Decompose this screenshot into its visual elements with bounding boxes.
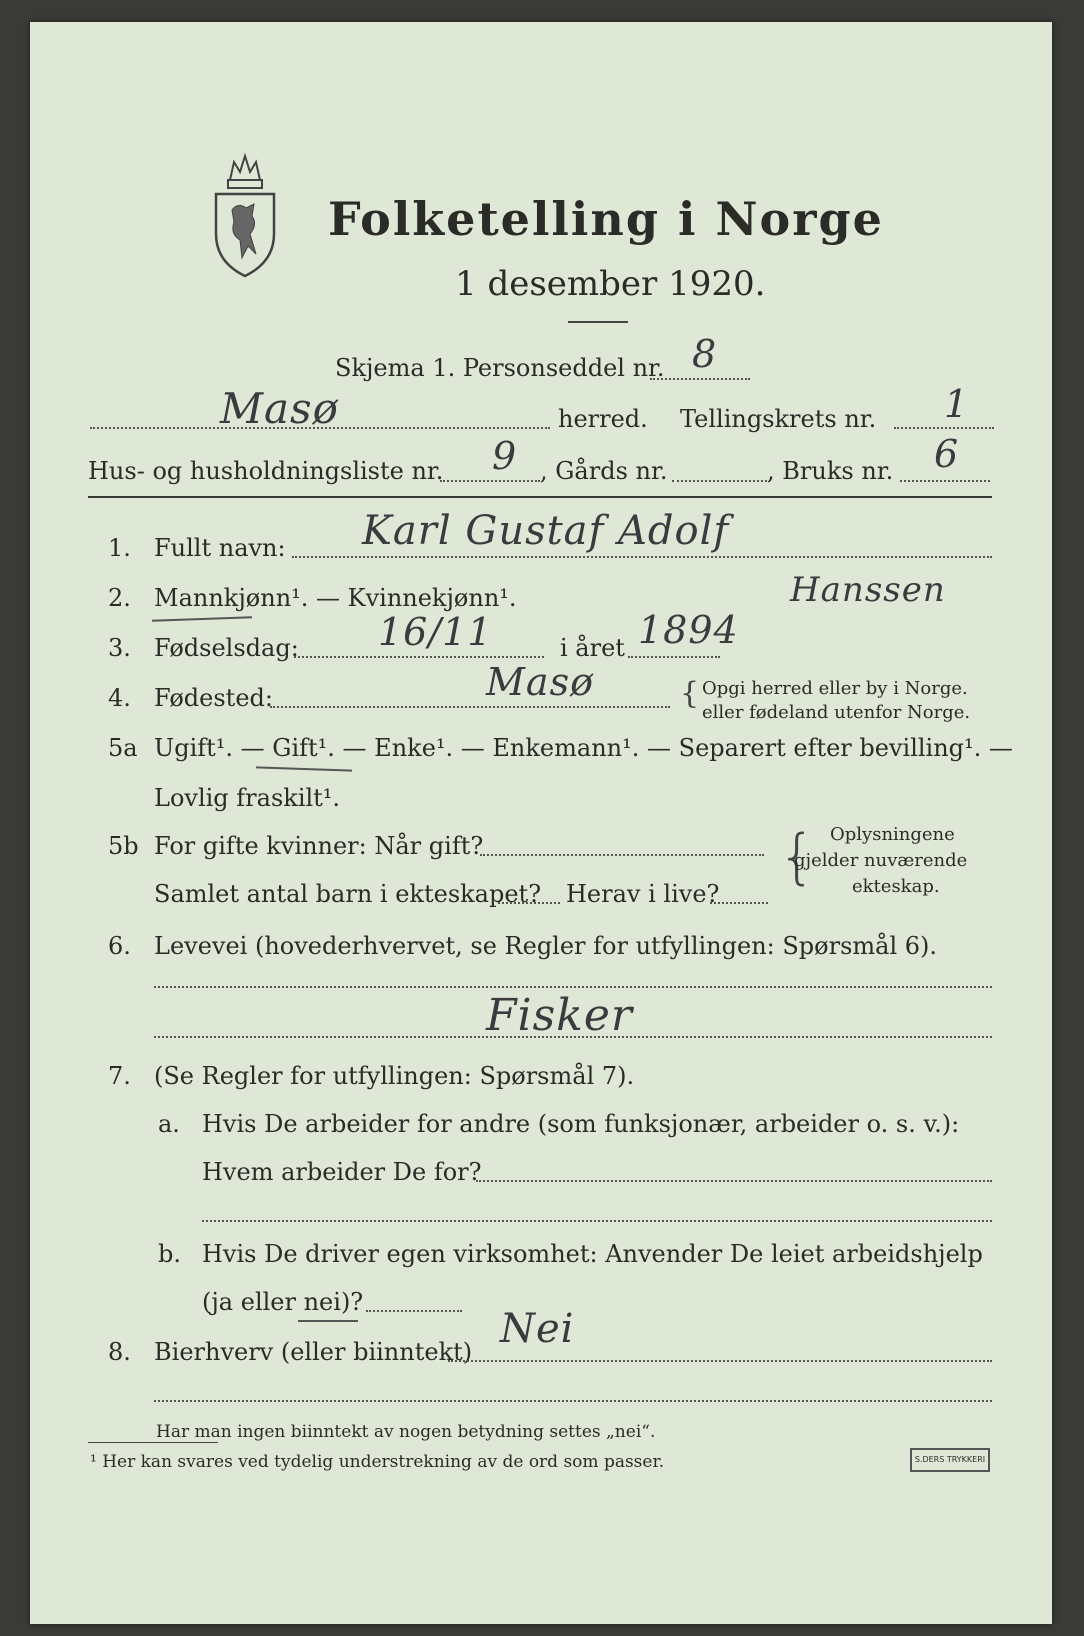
q5b-label: For gifte kvinner: Når gift? [154, 832, 484, 860]
form-title: Folketelling i Norge [328, 192, 884, 246]
herred-value: Masø [220, 384, 339, 433]
q5a-number: 5a [108, 734, 138, 762]
q4-note-2: eller fødeland utenfor Norge. [702, 702, 971, 723]
q7a-line [476, 1180, 992, 1182]
q4-label: Fødested: [154, 684, 273, 712]
q1-label: Fullt navn: [154, 534, 286, 562]
q6-value: Fisker [486, 990, 633, 1041]
q8-line [448, 1360, 992, 1362]
q5b-note-3: ekteskap. [852, 876, 940, 897]
bruks-value: 6 [934, 432, 960, 476]
schema-label: Skjema 1. Personseddel nr. [335, 354, 665, 382]
gards-label: , Gårds nr. [540, 457, 668, 485]
q6-line-2 [154, 1036, 992, 1038]
q8-note: Har man ingen biinntekt av nogen betydning settes „nei“. [156, 1422, 656, 1442]
q8-value: Nei [500, 1306, 575, 1352]
q3-number: 3. [108, 634, 131, 662]
tellingskrets-line [894, 427, 994, 429]
q3-value: 16/11 [378, 610, 493, 654]
hus-line [440, 480, 540, 482]
q5b-brace: { [778, 822, 817, 892]
q7a-number: a. [158, 1110, 180, 1138]
q7-number: 7. [108, 1062, 131, 1090]
q6-label: Levevei (hovederhvervet, se Regler for utfyllingen: Spørsmål 6). [154, 932, 938, 960]
q5b-line-2 [498, 902, 560, 904]
q6-number: 6. [108, 932, 131, 960]
q5b-number: 5b [108, 832, 139, 860]
q3-label: Fødselsdag: [154, 634, 299, 662]
footnote-rule [88, 1442, 218, 1443]
q7a-label-2: Hvem arbeider De for? [202, 1158, 482, 1186]
title-divider [568, 321, 628, 323]
q5b-line [480, 854, 764, 856]
q7b-label: Hvis De driver egen virksomhet: Anvender De leiet arbeidshjelp [202, 1240, 983, 1268]
q2-number: 2. [108, 584, 131, 612]
tellingskrets-label: Tellingskrets nr. [680, 405, 877, 433]
q5b-note-1: Oplysningene [830, 824, 955, 845]
header-divider [88, 496, 992, 498]
q1-value: Karl Gustaf Adolf [362, 508, 730, 554]
q7-label: (Se Regler for utfyllingen: Spørsmål 7). [154, 1062, 635, 1090]
census-form-sheet [30, 22, 1052, 1624]
coat-of-arms-icon [208, 150, 282, 280]
herred-label: herred. [558, 405, 648, 433]
printer-stamp: S.DERS TRYKKERI [910, 1448, 990, 1472]
q1-line [292, 556, 992, 558]
q7b-underline-mark [298, 1320, 358, 1322]
gards-line [672, 480, 767, 482]
q6-line [154, 986, 992, 988]
q5b-note-2: gjelder nuværende [794, 850, 968, 871]
q4-note-1: Opgi herred eller by i Norge. [702, 678, 968, 699]
footnote: ¹ Her kan svares ved tydelig understrekning av de ord som passer. [90, 1452, 665, 1472]
q5a-label: Ugift¹. — Gift¹. — Enke¹. — Enkemann¹. — Separert efter bevilling¹. — [154, 734, 1013, 762]
q4-value: Masø [486, 660, 594, 704]
q3-year-value: 1894 [638, 608, 739, 652]
q8-label: Bierhverv (eller biinntekt) [154, 1338, 473, 1366]
q4-line [270, 706, 670, 708]
q4-brace: { [680, 676, 700, 711]
q1-number: 1. [108, 534, 131, 562]
q4-number: 4. [108, 684, 131, 712]
q8-line-2 [154, 1400, 992, 1402]
hus-label: Hus- og husholdningsliste nr. [88, 457, 444, 485]
q5b-label-2: Samlet antal barn i ekteskapet? [154, 880, 542, 908]
bruks-label: , Bruks nr. [767, 457, 894, 485]
q7b-line [366, 1310, 462, 1312]
q2-underline-mark [152, 616, 252, 621]
form-date: 1 desember 1920. [455, 264, 766, 304]
tellingskrets-value: 1 [944, 382, 970, 426]
q5b-line-3 [710, 902, 768, 904]
q5a-label-2: Lovlig fraskilt¹. [154, 784, 341, 812]
q7b-number: b. [158, 1240, 181, 1268]
bruks-line [900, 480, 990, 482]
q1-value-surname: Hanssen [790, 570, 946, 610]
q2-label: Mannkjønn¹. — Kvinnekjønn¹. [154, 584, 517, 612]
schema-value: 8 [692, 332, 718, 376]
q3-year-line [628, 656, 720, 658]
q5a-underline-mark [256, 766, 352, 771]
q8-number: 8. [108, 1338, 131, 1366]
q7a-line-2 [202, 1220, 992, 1222]
q7a-label: Hvis De arbeider for andre (som funksjonær, arbeider o. s. v.): [202, 1110, 960, 1138]
schema-line [650, 378, 750, 380]
hus-value: 9 [492, 434, 518, 478]
q3-year-label: i året [560, 634, 625, 662]
q3-line [294, 656, 544, 658]
q7b-label-2: (ja eller nei)? [202, 1288, 364, 1316]
q5b-label-3: Herav i live? [566, 880, 720, 908]
